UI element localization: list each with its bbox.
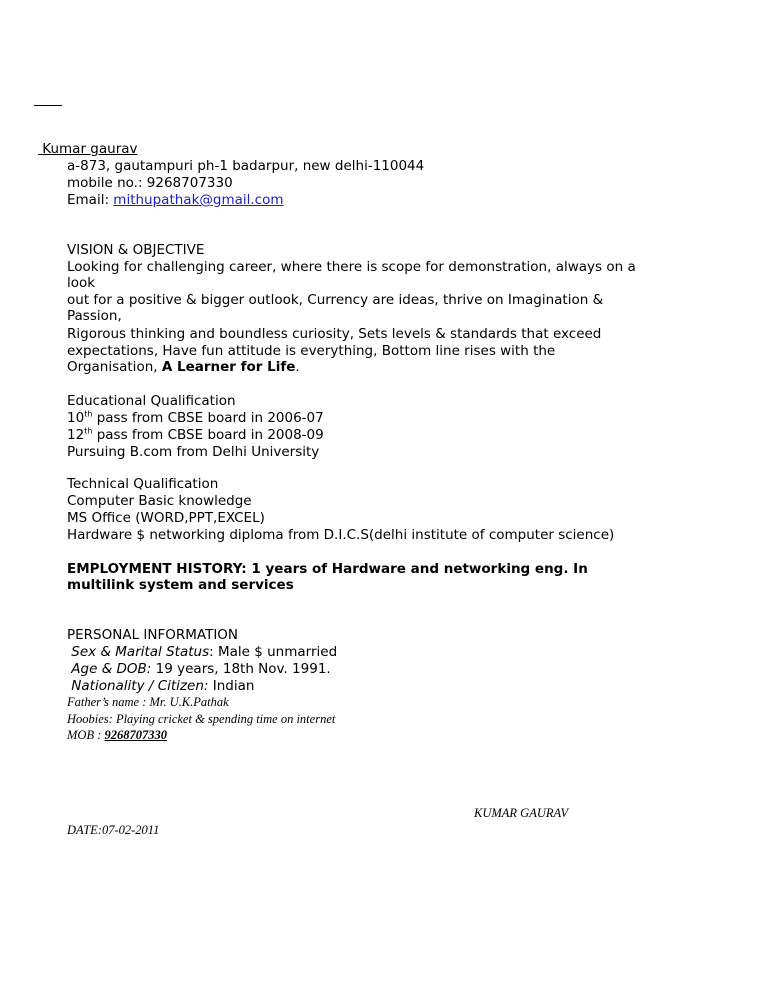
top-rule (34, 105, 62, 106)
vision-last-suffix: . (295, 359, 300, 375)
hobbies: Hoobies: Playing cricket & spending time on internet (67, 712, 336, 726)
nationality (67, 678, 254, 694)
employment-heading: EMPLOYMENT HISTORY: (67, 561, 252, 577)
education-heading: Educational Qualification (67, 393, 236, 409)
father-name: Father’s name : Mr. U.K.Pathak (67, 695, 229, 709)
vision-line: Rigorous thinking and boundless curiosity, Sets levels & standards that exceed (67, 326, 602, 342)
vision-heading: VISION & OBJECTIVE (67, 242, 205, 258)
mob-value: 9268707330 (104, 728, 167, 742)
vision-last-line (67, 359, 300, 375)
technical-item: MS Office (WORD,PPT,EXCEL) (67, 510, 265, 526)
age-value: 19 years, 18th Nov. 1991. (151, 661, 331, 677)
nationality-value: Indian (208, 678, 255, 694)
nationality-label: Nationality / Citizen: (71, 678, 209, 694)
education-item: 12th pass from CBSE board in 2008-09 (67, 426, 324, 443)
education-item: Pursuing B.com from Delhi University (67, 444, 320, 460)
technical-item: Hardware $ networking diploma from D.I.C.S(delhi institute of computer science) (67, 527, 615, 543)
employment-line-1 (67, 561, 588, 577)
email-line (67, 192, 284, 208)
vision-last-prefix: Organisation, (67, 359, 162, 375)
date: DATE:07-02-2011 (67, 823, 160, 837)
age-label: Age & DOB: (71, 661, 152, 677)
personal-heading: PERSONAL INFORMATION (67, 627, 239, 643)
learner-tagline: A Learner for Life (161, 359, 296, 375)
technical-heading: Technical Qualification (67, 476, 219, 492)
email-link[interactable]: mithupathak@gmail.com (113, 192, 284, 208)
education-item: 10th pass from CBSE board in 2006-07 (67, 409, 324, 426)
employment-text: 1 years of Hardware and networking eng. In (251, 561, 588, 577)
vision-line: expectations, Have fun attitude is everything, Bottom line rises with the (67, 343, 556, 359)
vision-line: look (67, 275, 96, 291)
vision-line: Looking for challenging career, where there is scope for demonstration, always on a (67, 259, 636, 275)
sex-status (67, 644, 337, 660)
mobile: mobile no.: 9268707330 (67, 175, 233, 191)
vision-line: Passion, (67, 308, 122, 324)
technical-item: Computer Basic knowledge (67, 493, 252, 509)
age-dob (67, 661, 331, 677)
mob-line (67, 727, 167, 743)
vision-line: out for a positive & bigger outlook, Currency are ideas, thrive on Imagination & (67, 292, 604, 308)
address: a-873, gautampuri ph-1 badarpur, new delhi-110044 (67, 158, 425, 174)
candidate-name: Kumar gaurav (42, 141, 138, 157)
signature-name: KUMAR GAURAV (474, 806, 569, 820)
mob-label: MOB : (67, 728, 105, 742)
sex-label: Sex & Marital Status (71, 644, 210, 660)
employment-line-2: multilink system and services (67, 577, 294, 593)
sex-value: : Male $ unmarried (209, 644, 338, 660)
email-label: Email: (67, 192, 114, 208)
